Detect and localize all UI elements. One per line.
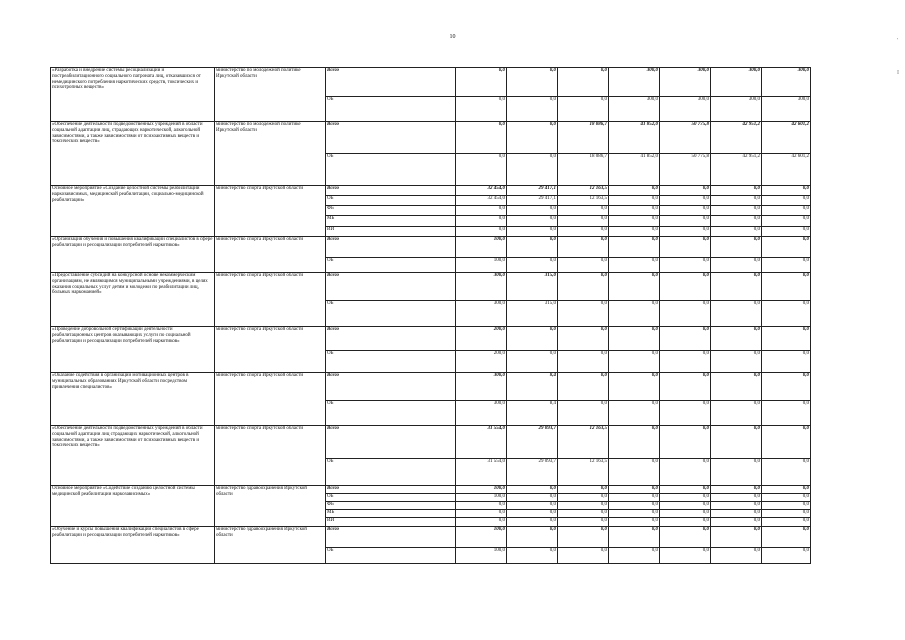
amount-cell: 0,0: [507, 518, 558, 527]
amount-cell: 0,0: [609, 548, 660, 564]
amount-cell: 0,0: [456, 154, 507, 186]
amount-cell: 300,0: [456, 373, 507, 401]
amount-cell: 0,0: [558, 494, 609, 502]
table-row: [51, 68, 811, 97]
amount-cell: 0,0: [762, 237, 811, 258]
amount-cell: 32 454,0: [456, 196, 507, 206]
funding-source: ОБ: [326, 196, 456, 206]
amount-cell: 50 775,8: [660, 122, 711, 154]
page-number: 10: [449, 34, 456, 40]
amount-cell: 18 086,7: [558, 122, 609, 154]
amount-cell: 0,0: [609, 527, 660, 548]
amount-cell: 315,0: [507, 301, 558, 327]
amount-cell: 100,0: [456, 486, 507, 494]
amount-cell: 0,0: [558, 258, 609, 273]
funding-source: ОБ: [326, 459, 456, 486]
amount-cell: 300,0: [609, 97, 660, 122]
amount-cell: 300,0: [762, 68, 811, 97]
amount-cell: 0,0: [558, 351, 609, 373]
amount-cell: 0,0: [456, 227, 507, 237]
amount-cell: 0,0: [762, 502, 811, 510]
amount-cell: 50 775,8: [660, 154, 711, 186]
funding-source: Всего: [326, 327, 456, 351]
amount-cell: 0,0: [660, 301, 711, 327]
amount-cell: 0,0: [456, 510, 507, 518]
funding-source: ФБ: [326, 502, 456, 510]
edge-mark: ': [897, 38, 899, 44]
amount-cell: 0,0: [558, 510, 609, 518]
funding-source: ФБ: [326, 206, 456, 216]
amount-cell: 0,0: [507, 206, 558, 216]
amount-cell: 0,0: [609, 373, 660, 401]
amount-cell: 12 163,5: [558, 196, 609, 206]
amount-cell: 0,0: [609, 351, 660, 373]
measure-name: Основное мероприятие «Создание целостной системы реабилитации наркозависимых, медицинской реабилитации, социально-медицинской реабилитации»: [51, 186, 215, 237]
amount-cell: 0,0: [711, 459, 762, 486]
table-row: [51, 186, 811, 196]
amount-cell: 0,0: [711, 216, 762, 227]
table-row: [51, 122, 811, 154]
amount-cell: 29 093,7: [507, 459, 558, 486]
amount-cell: 0,0: [456, 502, 507, 510]
amount-cell: 0,0: [456, 122, 507, 154]
amount-cell: 0,0: [609, 186, 660, 196]
amount-cell: 0,0: [558, 327, 609, 351]
amount-cell: 0,0: [660, 258, 711, 273]
funding-source: ОБ: [326, 548, 456, 564]
amount-cell: 42 951,2: [711, 122, 762, 154]
funding-source: Всего: [326, 122, 456, 154]
measure-name: «Проведение добровольной сертификации деятельности реабилитационных центров оказывающих услуги по социальной реабилитации и ресоциализации потребителей наркотиков»: [51, 327, 215, 373]
amount-cell: 0,0: [609, 258, 660, 273]
amount-cell: 0,0: [558, 97, 609, 122]
amount-cell: 0,0: [507, 548, 558, 564]
measure-name: Основное мероприятие «Содействие созданию целостной системы медицинской реабилитации наркозависимых»: [51, 486, 215, 527]
amount-cell: 0,0: [711, 518, 762, 527]
measure-name: «Предоставление субсидий на конкурсной основе некоммерческим организациям, не являющимся муниципальными учреждениями, в целях оказания социальных услуг детям и молодежи по реабилитации лиц, больных наркоманией»: [51, 273, 215, 327]
table-row: [51, 527, 811, 548]
executor-name: министерство спорта Иркутской области: [215, 426, 326, 486]
edge-mark: I: [897, 70, 899, 76]
amount-cell: 0,0: [609, 502, 660, 510]
amount-cell: 0,0: [558, 373, 609, 401]
amount-cell: 0,0: [762, 459, 811, 486]
amount-cell: 0,0: [711, 206, 762, 216]
amount-cell: 100,0: [456, 258, 507, 273]
amount-cell: 0,0: [660, 196, 711, 206]
amount-cell: 0,0: [558, 548, 609, 564]
measure-name: «Разработка и внедрение системы ресоциализации и постреабилитационного социального патроната лиц, отказавшихся от немедицинского потребления наркотических средств, токсических и психотропных веществ»: [51, 68, 215, 122]
funding-source: ИИ: [326, 227, 456, 237]
amount-cell: 0,0: [762, 494, 811, 502]
amount-cell: 12 163,5: [558, 186, 609, 196]
amount-cell: 29 093,7: [507, 426, 558, 459]
funding-source: ОБ: [326, 258, 456, 273]
amount-cell: 300,0: [456, 301, 507, 327]
funding-source: ОБ: [326, 351, 456, 373]
amount-cell: 0,0: [609, 273, 660, 301]
amount-cell: 12 163,5: [558, 459, 609, 486]
amount-cell: 0,0: [762, 510, 811, 518]
funding-source: Всего: [326, 373, 456, 401]
amount-cell: 0,0: [558, 237, 609, 258]
funding-source: ОБ: [326, 97, 456, 122]
amount-cell: 0,0: [711, 273, 762, 301]
amount-cell: 0,0: [609, 216, 660, 227]
amount-cell: 0,0: [507, 351, 558, 373]
amount-cell: 300,0: [711, 68, 762, 97]
amount-cell: 0,0: [711, 527, 762, 548]
amount-cell: 0,0: [609, 206, 660, 216]
measure-name: «Обучение и курсы повышения квалификации специалистов в сфере реабилитации и ресоциализации потребителей наркотиков»: [51, 527, 215, 564]
amount-cell: 0,0: [558, 301, 609, 327]
amount-cell: 0,0: [762, 351, 811, 373]
amount-cell: 0,0: [609, 426, 660, 459]
amount-cell: 0,0: [660, 186, 711, 196]
amount-cell: 0,0: [711, 510, 762, 518]
amount-cell: 0,0: [660, 227, 711, 237]
amount-cell: 0,0: [711, 486, 762, 494]
amount-cell: 100,0: [456, 494, 507, 502]
amount-cell: 0,0: [660, 206, 711, 216]
amount-cell: 0,0: [762, 327, 811, 351]
amount-cell: 0,0: [609, 227, 660, 237]
funding-source: ОБ: [326, 154, 456, 186]
amount-cell: 0,0: [762, 548, 811, 564]
amount-cell: 300,0: [660, 97, 711, 122]
funding-source: ОБ: [326, 494, 456, 502]
amount-cell: 0,0: [762, 196, 811, 206]
amount-cell: 0,0: [660, 459, 711, 486]
amount-cell: 8,4: [507, 373, 558, 401]
amount-cell: 0,0: [660, 237, 711, 258]
amount-cell: 300,0: [456, 401, 507, 426]
amount-cell: 0,0: [456, 97, 507, 122]
amount-cell: 0,0: [558, 273, 609, 301]
amount-cell: 0,0: [660, 548, 711, 564]
table-row: [51, 237, 811, 258]
amount-cell: 0,0: [762, 486, 811, 494]
amount-cell: 0,0: [507, 122, 558, 154]
amount-cell: 0,0: [507, 494, 558, 502]
amount-cell: 0,0: [762, 206, 811, 216]
amount-cell: 0,0: [660, 327, 711, 351]
amount-cell: 0,0: [609, 327, 660, 351]
amount-cell: 0,0: [711, 196, 762, 206]
amount-cell: 0,0: [507, 68, 558, 97]
amount-cell: 0,0: [507, 258, 558, 273]
amount-cell: 315,0: [507, 273, 558, 301]
amount-cell: 0,0: [507, 237, 558, 258]
amount-cell: 0,0: [507, 527, 558, 548]
amount-cell: 0,0: [711, 351, 762, 373]
measure-name: «Оказание содействия в организации мотивационных центров в муниципальных образованиях Иркутской области посредством привлечения специалистов»: [51, 373, 215, 426]
budget-table: [50, 67, 811, 564]
amount-cell: 29 417,1: [507, 196, 558, 206]
amount-cell: 0,0: [762, 527, 811, 548]
amount-cell: 0,0: [762, 273, 811, 301]
funding-source: Всего: [326, 273, 456, 301]
amount-cell: 18 086,7: [558, 154, 609, 186]
amount-cell: 0,0: [660, 527, 711, 548]
table-row: [51, 327, 811, 351]
amount-cell: 0,0: [558, 486, 609, 494]
table-row: [51, 273, 811, 301]
amount-cell: 0,0: [762, 426, 811, 459]
measure-name: «Обеспечение деятельности подведомственных учреждений в области социальной адаптации лиц страдающих наркотической, алкогольной зависимостями, а также зависимостями от психоактивных веществ и токсических веществ»: [51, 426, 215, 486]
funding-source: МБ: [326, 216, 456, 227]
amount-cell: 0,0: [660, 486, 711, 494]
amount-cell: 0,0: [507, 486, 558, 494]
amount-cell: 0,0: [711, 494, 762, 502]
executor-name: министерство спорта Иркутской области: [215, 186, 326, 237]
amount-cell: 0,0: [711, 227, 762, 237]
amount-cell: 0,0: [762, 401, 811, 426]
amount-cell: 0,0: [609, 401, 660, 426]
amount-cell: 0,0: [456, 518, 507, 527]
executor-name: министерство по молодежной политике Иркутской области: [215, 68, 326, 122]
amount-cell: 0,0: [711, 327, 762, 351]
amount-cell: 42 601,2: [762, 154, 811, 186]
executor-name: министерство спорта Иркутской области: [215, 327, 326, 373]
amount-cell: 0,0: [660, 510, 711, 518]
amount-cell: 0,0: [660, 373, 711, 401]
amount-cell: 300,0: [609, 68, 660, 97]
amount-cell: 41 852,0: [609, 122, 660, 154]
table-row: [51, 486, 811, 494]
amount-cell: 100,0: [456, 548, 507, 564]
amount-cell: 0,0: [558, 68, 609, 97]
amount-cell: 0,0: [507, 154, 558, 186]
amount-cell: 41 852,0: [609, 154, 660, 186]
amount-cell: 31 554,0: [456, 426, 507, 459]
amount-cell: 0,0: [711, 186, 762, 196]
amount-cell: 0,0: [660, 502, 711, 510]
amount-cell: 0,0: [762, 227, 811, 237]
executor-name: министерство спорта Иркутской области: [215, 373, 326, 426]
amount-cell: 8,4: [507, 401, 558, 426]
amount-cell: 100,0: [456, 237, 507, 258]
amount-cell: 0,0: [660, 216, 711, 227]
amount-cell: 0,0: [609, 494, 660, 502]
funding-source: Всего: [326, 186, 456, 196]
measure-name: «Организация обучения и повышения квалификации специалистов в сфере реабилитации и ресоциализации потребителей наркотиков»: [51, 237, 215, 273]
amount-cell: 0,0: [711, 373, 762, 401]
table-row: [51, 373, 811, 401]
funding-source: Всего: [326, 426, 456, 459]
amount-cell: 200,0: [456, 327, 507, 351]
amount-cell: 0,0: [711, 258, 762, 273]
amount-cell: 0,0: [711, 401, 762, 426]
amount-cell: 300,0: [711, 97, 762, 122]
funding-source: ОБ: [326, 301, 456, 327]
amount-cell: 0,0: [507, 97, 558, 122]
amount-cell: 0,0: [660, 401, 711, 426]
amount-cell: 0,0: [558, 502, 609, 510]
amount-cell: 100,0: [456, 527, 507, 548]
amount-cell: 0,0: [660, 351, 711, 373]
funding-source: ОБ: [326, 401, 456, 426]
amount-cell: 0,0: [711, 548, 762, 564]
amount-cell: 12 163,5: [558, 426, 609, 459]
amount-cell: 0,0: [609, 486, 660, 494]
table-row: [51, 426, 811, 459]
amount-cell: 0,0: [762, 186, 811, 196]
amount-cell: 0,0: [660, 426, 711, 459]
executor-name: министерство спорта Иркутской области: [215, 237, 326, 273]
funding-source: Всего: [326, 527, 456, 548]
amount-cell: 0,0: [558, 527, 609, 548]
amount-cell: 0,0: [507, 227, 558, 237]
amount-cell: 0,0: [609, 237, 660, 258]
executor-name: министерство по молодежной политике Иркутской области: [215, 122, 326, 186]
amount-cell: 0,0: [660, 518, 711, 527]
amount-cell: 0,0: [456, 216, 507, 227]
amount-cell: 0,0: [609, 510, 660, 518]
amount-cell: 0,0: [711, 426, 762, 459]
amount-cell: 0,0: [456, 206, 507, 216]
executor-name: министерство спорта Иркутской области: [215, 273, 326, 327]
measure-name: «Обеспечение деятельности подведомственных учреждений в области социальной адаптации лиц, страдающих наркотической, алкогольной зависимостями, а также зависимостями от психоактивных веществ и токсических веществ»: [51, 122, 215, 186]
funding-source: Всего: [326, 237, 456, 258]
amount-cell: 0,0: [762, 373, 811, 401]
amount-cell: 0,0: [762, 301, 811, 327]
executor-name: министерство здравоохранения Иркутской области: [215, 486, 326, 527]
amount-cell: 29 417,1: [507, 186, 558, 196]
amount-cell: 200,0: [456, 351, 507, 373]
amount-cell: 0,0: [660, 494, 711, 502]
amount-cell: 0,0: [507, 327, 558, 351]
amount-cell: 0,0: [558, 401, 609, 426]
amount-cell: 42 601,2: [762, 122, 811, 154]
amount-cell: 0,0: [609, 196, 660, 206]
amount-cell: 0,0: [558, 206, 609, 216]
amount-cell: 0,0: [507, 216, 558, 227]
funding-source: Всего: [326, 68, 456, 97]
amount-cell: 0,0: [609, 518, 660, 527]
amount-cell: 0,0: [762, 258, 811, 273]
executor-name: министерство здравоохранения Иркутской области: [215, 527, 326, 564]
amount-cell: 0,0: [558, 227, 609, 237]
funding-source: Всего: [326, 486, 456, 494]
amount-cell: 0,0: [609, 301, 660, 327]
amount-cell: 0,0: [558, 216, 609, 227]
amount-cell: 0,0: [456, 68, 507, 97]
amount-cell: 0,0: [558, 518, 609, 527]
amount-cell: 300,0: [762, 97, 811, 122]
amount-cell: 0,0: [660, 273, 711, 301]
amount-cell: 0,0: [507, 502, 558, 510]
amount-cell: 31 554,0: [456, 459, 507, 486]
amount-cell: 32 454,0: [456, 186, 507, 196]
amount-cell: 0,0: [711, 502, 762, 510]
amount-cell: 42 951,2: [711, 154, 762, 186]
amount-cell: 0,0: [762, 518, 811, 527]
funding-source: МБ: [326, 510, 456, 518]
amount-cell: 0,0: [711, 237, 762, 258]
amount-cell: 0,0: [762, 216, 811, 227]
amount-cell: 0,0: [507, 510, 558, 518]
amount-cell: 300,0: [456, 273, 507, 301]
amount-cell: 0,0: [609, 459, 660, 486]
funding-source: ИИ: [326, 518, 456, 527]
amount-cell: 0,0: [711, 301, 762, 327]
amount-cell: 300,0: [660, 68, 711, 97]
